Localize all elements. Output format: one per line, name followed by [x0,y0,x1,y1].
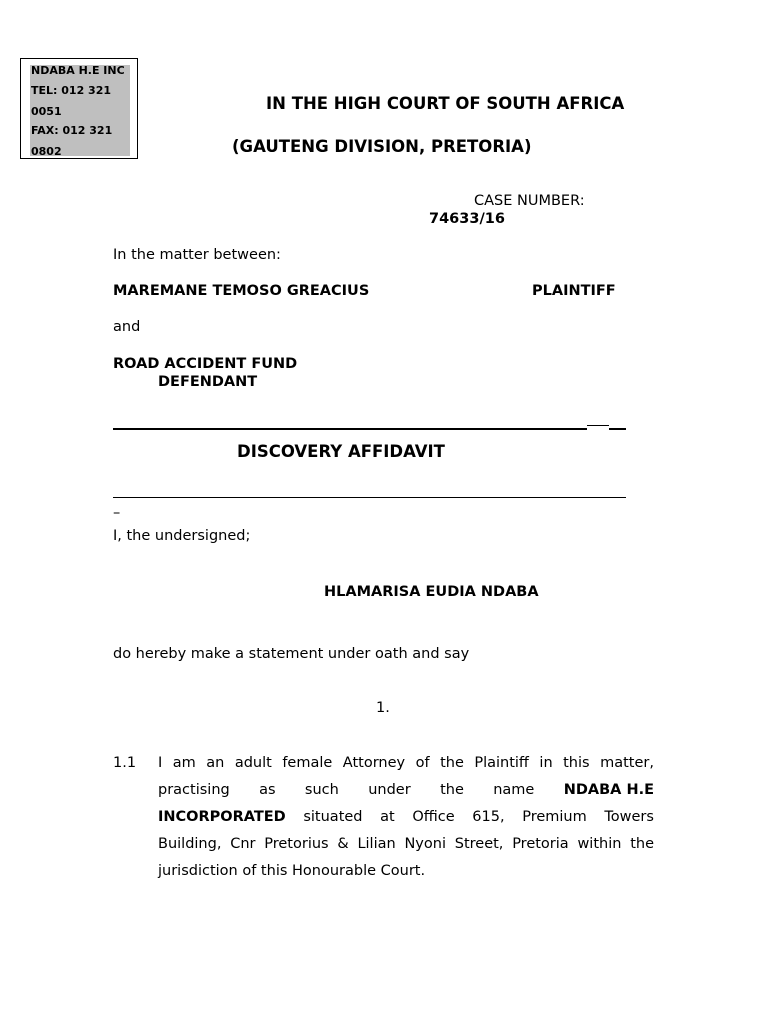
word: practising [158,782,230,798]
paragraph-line-3 [158,804,654,831]
case-number-label: CASE NUMBER: [474,193,585,209]
word: an [206,755,225,771]
title-rule-top [113,428,587,430]
word: matter, [600,755,654,771]
word: Attorney [342,755,406,771]
word: such [304,782,339,798]
word: the [440,782,464,798]
word: Premium [522,809,587,825]
paragraph-1-1 [158,750,654,885]
word: of [415,755,430,771]
intro-text: I, the undersigned; [113,528,251,544]
rule-dash: – [113,505,121,521]
word: the [440,755,464,771]
word: Plaintiff [474,755,529,771]
plaintiff-name: MAREMANE TEMOSO GREACIUS [113,283,370,299]
word: as [259,782,276,798]
paragraph-line-2 [158,777,654,804]
firm-stamp [20,58,138,159]
word: name [493,782,535,798]
word: in [539,755,553,771]
title-rule-bottom [113,497,626,498]
deponent-name: HLAMARISA EUDIA NDABA [324,584,539,600]
stamp-firm-name: NDABA H.E INC [31,64,125,77]
and-text: and [113,319,141,335]
stamp-fax-label: FAX: 012 321 [31,124,113,137]
stamp-tel-label: TEL: 012 321 [31,84,112,97]
paragraph-line-5: jurisdiction of this Honourable Court. [158,863,426,879]
word: at [380,809,395,825]
paragraph-number: 1.1 [113,755,137,771]
stamp-fax-number: 0802 [31,145,62,158]
word: am [172,755,196,771]
document-title: DISCOVERY AFFIDAVIT [237,442,445,461]
paragraph-line-4: Building, Cnr Pretorius & Lilian Nyoni Street, Pretoria within the [158,836,654,852]
oath-statement: do hereby make a statement under oath and say [113,646,470,662]
plaintiff-role: PLAINTIFF [532,283,616,299]
defendant-name: ROAD ACCIDENT FUND [113,356,298,372]
matter-intro: In the matter between: [113,247,281,263]
paragraph-line-1 [158,750,654,777]
title-rule-top-tail [587,425,609,426]
word: under [368,782,411,798]
word: female [282,755,333,771]
case-number: 74633/16 [429,211,505,227]
firm-name-part1: NDABA H.E [563,782,654,798]
stamp-tel-number: 0051 [31,105,62,118]
word: this [563,755,590,771]
word: situated [303,809,363,825]
word: 615, [472,809,505,825]
word: Towers [604,809,654,825]
word: I [158,755,163,771]
defendant-role: DEFENDANT [158,374,258,390]
word: adult [234,755,272,771]
firm-name-part2: INCORPORATED [158,809,286,825]
court-name: IN THE HIGH COURT OF SOUTH AFRICA [266,94,625,113]
court-division: (GAUTENG DIVISION, PRETORIA) [232,137,532,156]
word: Office [412,809,455,825]
title-rule-top-end [609,428,626,430]
section-number: 1. [376,700,390,716]
